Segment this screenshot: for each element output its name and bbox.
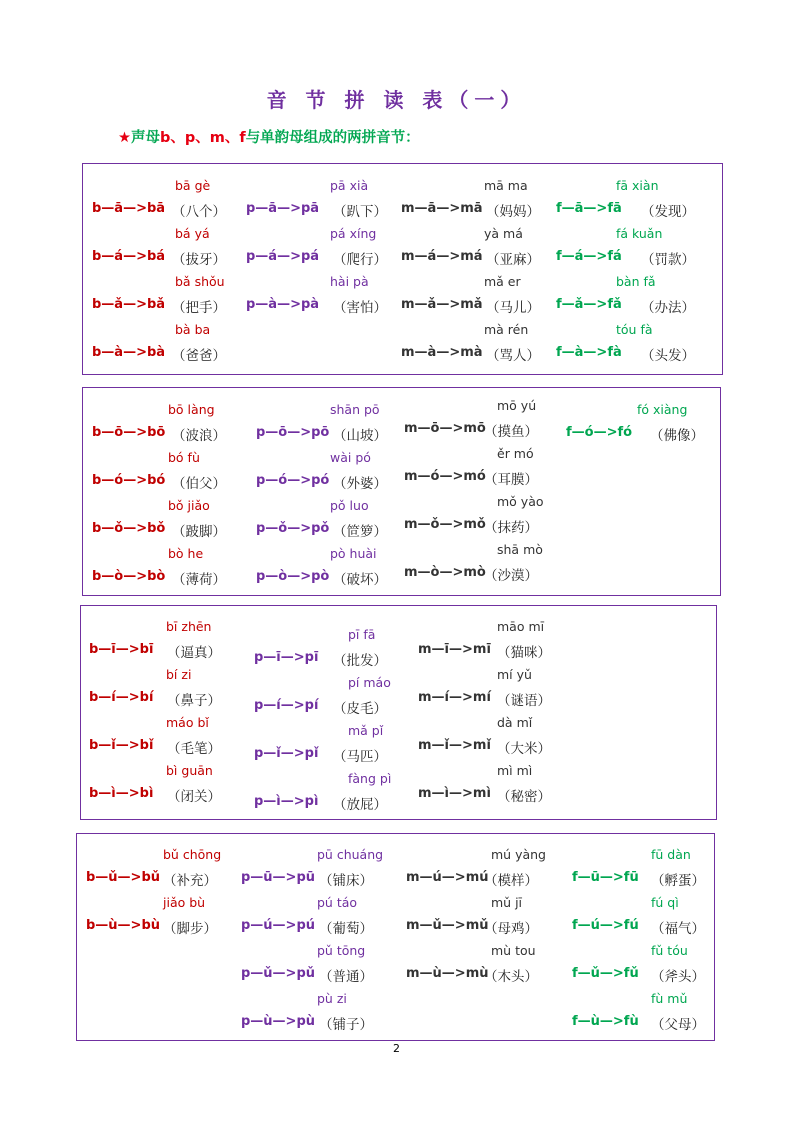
formula-m: m—ǒ—>mǒ: [404, 517, 486, 532]
pinyin-f: tóu fà: [616, 322, 653, 337]
pinyin-b: jiǎo bù: [163, 895, 206, 910]
pinyin-b: bā gè: [175, 178, 211, 193]
chinese-word: （铺子）: [319, 1017, 373, 1033]
chinese-word: （谜语）: [497, 693, 551, 709]
formula-m: m—ǎ—>mǎ: [401, 297, 483, 312]
page-title: 音 节 拼 读 表（一）: [266, 88, 527, 112]
chinese-word: （薄荷）: [172, 572, 226, 588]
chinese-word: （母鸡）: [484, 921, 538, 937]
chinese-word: （闭关）: [167, 789, 221, 805]
formula-m: m—í—>mí: [418, 690, 491, 705]
formula-p: p—ā—>pā: [246, 201, 320, 216]
pinyin-p: wài pó: [330, 450, 371, 465]
pinyin-m: mà rén: [484, 322, 529, 337]
pinyin-p: hài pà: [330, 274, 369, 289]
pinyin-p: pú táo: [317, 895, 358, 910]
formula-b: b—ǐ—>bǐ: [89, 738, 154, 753]
chinese-word: （孵蛋）: [651, 873, 705, 889]
pinyin-p: pā xià: [330, 178, 369, 193]
pinyin-f: bàn fǎ: [616, 274, 656, 289]
pinyin-m: mā ma: [484, 178, 528, 193]
formula-p: p—á—>pá: [246, 249, 320, 264]
pinyin-p: pá xíng: [330, 226, 377, 241]
pinyin-p: pǔ tōng: [317, 943, 366, 958]
formula-p: p—ù—>pù: [241, 1014, 316, 1029]
pinyin-f: fú qì: [651, 895, 679, 910]
chinese-word: （鼻子）: [167, 693, 221, 709]
formula-b: b—ó—>bó: [92, 473, 166, 488]
chinese-word: （亚麻）: [486, 252, 540, 268]
chinese-word: （马儿）: [486, 300, 540, 316]
pinyin-p: pī fā: [348, 627, 376, 642]
chinese-word: （沙漠）: [484, 568, 538, 584]
chinese-word: （大米）: [497, 741, 551, 757]
chinese-word: （摸鱼）: [484, 424, 538, 440]
section-subtitle: [118, 126, 420, 147]
chinese-word: （父母）: [651, 1017, 705, 1033]
star-icon: ★: [118, 130, 131, 146]
formula-p: p—ì—>pì: [254, 794, 319, 809]
formula-m: m—ì—>mì: [418, 786, 491, 801]
pinyin-f: fǔ tóu: [651, 943, 688, 958]
formula-m: m—ò—>mò: [404, 565, 486, 580]
chinese-word: （妈妈）: [486, 204, 540, 220]
chinese-word: （趴下）: [333, 204, 387, 220]
pinyin-b: bò he: [168, 546, 204, 561]
chinese-word: （普通）: [319, 969, 373, 985]
formula-f: f—ù—>fù: [572, 1014, 639, 1029]
chinese-word: （爬行）: [333, 252, 387, 268]
formula-p: p—ò—>pò: [256, 569, 330, 584]
pinyin-m: shā mò: [497, 542, 543, 557]
page-number: 2: [393, 1042, 400, 1055]
chinese-word: （罚款）: [641, 252, 695, 268]
chinese-word: （外婆）: [333, 476, 387, 492]
formula-p: p—ū—>pū: [241, 870, 316, 885]
pinyin-m: ěr mó: [497, 446, 534, 461]
chinese-word: （福气）: [651, 921, 705, 937]
chinese-word: （秘密）: [497, 789, 551, 805]
subtitle-letters: b、p、m、f: [160, 130, 246, 146]
pinyin-b: bà ba: [175, 322, 211, 337]
chinese-word: （头发）: [641, 348, 695, 364]
chinese-word: （补充）: [163, 873, 217, 889]
pinyin-m: mú yàng: [491, 847, 546, 862]
formula-m: m—ǔ—>mǔ: [406, 918, 489, 933]
chinese-word: （抹药）: [484, 520, 538, 536]
formula-f: f—ū—>fū: [572, 870, 639, 885]
formula-m: m—ī—>mī: [418, 642, 491, 657]
pinyin-m: mǔ jī: [491, 895, 523, 910]
chinese-word: （害怕）: [333, 300, 387, 316]
formula-m: m—ā—>mā: [401, 201, 483, 216]
formula-m: m—ó—>mó: [404, 469, 486, 484]
formula-f: f—ó—>fó: [566, 425, 633, 440]
chinese-word: （斧头）: [651, 969, 705, 985]
formula-f: f—ǎ—>fǎ: [556, 297, 622, 312]
chinese-word: （耳膜）: [484, 472, 538, 488]
pinyin-m: mō yú: [497, 398, 537, 413]
pinyin-b: bǎ shǒu: [175, 274, 225, 289]
formula-f: f—ǔ—>fǔ: [572, 966, 639, 981]
pinyin-p: pū chuáng: [317, 847, 384, 862]
pinyin-b: bó fù: [168, 450, 200, 465]
formula-p: p—í—>pí: [254, 698, 319, 713]
chinese-word: （办法）: [641, 300, 695, 316]
pinyin-m: māo mī: [497, 619, 545, 634]
pinyin-b: bá yá: [175, 226, 210, 241]
formula-b: b—í—>bí: [89, 690, 154, 705]
chinese-word: （猫咪）: [497, 645, 551, 661]
formula-f: f—á—>fá: [556, 249, 622, 264]
pinyin-p: pù zi: [317, 991, 347, 1006]
pinyin-f: fū dàn: [651, 847, 691, 862]
chinese-word: （放屁）: [333, 797, 387, 813]
chinese-word: （破坏）: [333, 572, 387, 588]
pinyin-b: bǒ jiǎo: [168, 498, 210, 513]
formula-p: p—ó—>pó: [256, 473, 330, 488]
formula-b: b—ò—>bò: [92, 569, 166, 584]
chinese-word: （跛脚）: [172, 524, 226, 540]
formula-b: b—ǎ—>bǎ: [92, 297, 166, 312]
formula-p: p—à—>pà: [246, 297, 320, 312]
pinyin-b: máo bǐ: [166, 715, 209, 730]
chinese-word: （拔牙）: [172, 252, 226, 268]
formula-m: m—à—>mà: [401, 345, 483, 360]
formula-b: b—ì—>bì: [89, 786, 154, 801]
formula-m: m—ǐ—>mǐ: [418, 738, 491, 753]
pinyin-p: shān pō: [330, 402, 380, 417]
formula-b: b—ù—>bù: [86, 918, 161, 933]
chinese-word: （葡萄）: [319, 921, 373, 937]
formula-p: p—ǐ—>pǐ: [254, 746, 319, 761]
pinyin-f: fó xiàng: [637, 402, 688, 417]
pinyin-m: mǎ er: [484, 274, 521, 289]
pinyin-m: mù tou: [491, 943, 536, 958]
formula-p: p—ú—>pú: [241, 918, 316, 933]
pinyin-m: mí yǔ: [497, 667, 532, 682]
subtitle-rest: 与单韵母组成的两拼音节：: [245, 130, 420, 146]
chinese-word: （木头）: [484, 969, 538, 985]
formula-m: m—ù—>mù: [406, 966, 489, 981]
formula-b: b—á—>bá: [92, 249, 166, 264]
formula-m: m—ō—>mō: [404, 421, 486, 436]
syllable-box-4: [76, 833, 715, 1041]
chinese-word: （马匹）: [333, 749, 387, 765]
chinese-word: （毛笔）: [167, 741, 221, 757]
chinese-word: （皮毛）: [333, 701, 387, 717]
pinyin-b: bī zhēn: [166, 619, 212, 634]
formula-m: m—ú—>mú: [406, 870, 489, 885]
formula-b: b—ǔ—>bǔ: [86, 870, 161, 885]
pinyin-f: fù mǔ: [651, 991, 688, 1006]
formula-b: b—à—>bà: [92, 345, 166, 360]
chinese-word: （伯父）: [172, 476, 226, 492]
formula-p: p—ō—>pō: [256, 425, 330, 440]
pinyin-f: fá kuǎn: [616, 226, 663, 241]
formula-b: b—ǒ—>bǒ: [92, 521, 166, 536]
chinese-word: （逼真）: [167, 645, 221, 661]
formula-p: p—ī—>pī: [254, 650, 319, 665]
chinese-word: （笸箩）: [333, 524, 387, 540]
pinyin-m: mì mì: [497, 763, 533, 778]
formula-b: b—ī—>bī: [89, 642, 154, 657]
formula-p: p—ǔ—>pǔ: [241, 966, 316, 981]
pinyin-p: mǎ pǐ: [348, 723, 384, 738]
pinyin-b: bí zi: [166, 667, 192, 682]
formula-f: f—à—>fà: [556, 345, 622, 360]
pinyin-f: fā xiàn: [616, 178, 659, 193]
chinese-word: （佛像）: [650, 428, 704, 444]
chinese-word: （批发）: [333, 653, 387, 669]
subtitle-lead: 声母: [131, 130, 160, 146]
pinyin-m: dà mǐ: [497, 715, 533, 730]
formula-f: f—ú—>fú: [572, 918, 639, 933]
pinyin-m: yà má: [484, 226, 523, 241]
chinese-word: （脚步）: [163, 921, 217, 937]
chinese-word: （模样）: [484, 873, 538, 889]
chinese-word: （骂人）: [486, 348, 540, 364]
pinyin-p: fàng pì: [348, 771, 392, 786]
formula-b: b—ō—>bō: [92, 425, 166, 440]
chinese-word: （八个）: [172, 204, 226, 220]
chinese-word: （爸爸）: [172, 348, 226, 364]
chinese-word: （山坡）: [333, 428, 387, 444]
formula-f: f—ā—>fā: [556, 201, 622, 216]
pinyin-p: pò huài: [330, 546, 377, 561]
chinese-word: （发现）: [641, 204, 695, 220]
pinyin-b: bǔ chōng: [163, 847, 222, 862]
chinese-word: （波浪）: [172, 428, 226, 444]
chinese-word: （把手）: [172, 300, 226, 316]
formula-b: b—ā—>bā: [92, 201, 166, 216]
formula-p: p—ǒ—>pǒ: [256, 521, 330, 536]
pinyin-p: pǒ luo: [330, 498, 369, 513]
pinyin-b: bì guān: [166, 763, 213, 778]
pinyin-b: bō làng: [168, 402, 215, 417]
pinyin-m: mǒ yào: [497, 494, 544, 509]
pinyin-p: pí máo: [348, 675, 391, 690]
chinese-word: （铺床）: [319, 873, 373, 889]
formula-m: m—á—>má: [401, 249, 483, 264]
